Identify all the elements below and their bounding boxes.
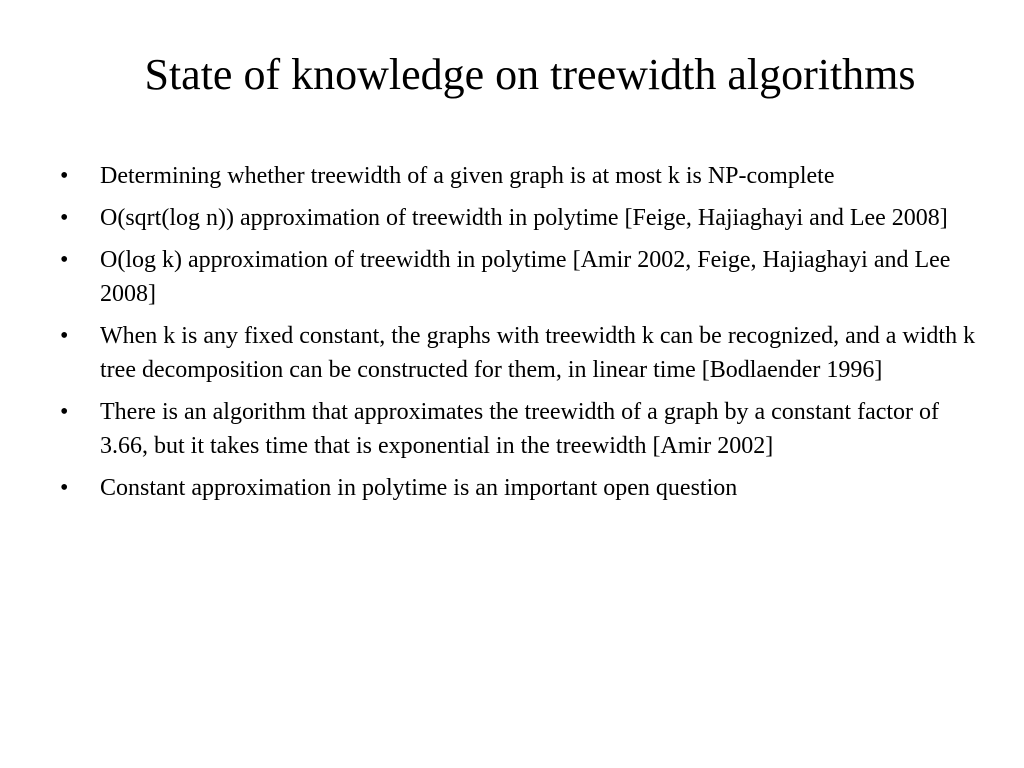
bullet-text: There is an algorithm that approximates the treewidth of a graph by a constant factor of 3.66, but it takes time that is exponential in the treewidth [Amir 2002]	[100, 399, 940, 459]
bullet-item	[56, 201, 986, 235]
bullet-item	[56, 395, 986, 463]
bullet-text: O(log k) approximation of treewidth in polytime [Amir 2002, Feige, Hajiaghayi and Lee 2008]	[100, 247, 951, 307]
slide-title	[0, 44, 1024, 106]
bullet-dot-icon: •	[60, 247, 69, 273]
bullet-item	[56, 471, 986, 505]
bullet-dot-icon: •	[60, 399, 69, 425]
bullet-item	[56, 243, 986, 311]
bullet-item	[56, 159, 986, 193]
bullet-item	[56, 319, 986, 387]
bullet-text: Determining whether treewidth of a given graph is at most k is NP-complete	[100, 163, 835, 189]
bullet-dot-icon: •	[60, 475, 69, 501]
bullet-dot-icon: •	[60, 205, 69, 231]
bullet-text: O(sqrt(log n)) approximation of treewidth in polytime [Feige, Hajiaghayi and Lee 2008]	[100, 205, 948, 231]
bullet-dot-icon: •	[60, 163, 69, 189]
bullet-dot-icon: •	[60, 323, 69, 349]
bullet-list	[56, 159, 986, 513]
slide-title-text: State of knowledge on treewidth algorithms	[144, 50, 916, 99]
bullet-text: When k is any fixed constant, the graphs with treewidth k can be recognized, and a width k tree decomposition can be constructed for them, in linear time [Bodlaender 1996]	[100, 323, 976, 383]
bullet-text: Constant approximation in polytime is an important open question	[100, 475, 738, 501]
